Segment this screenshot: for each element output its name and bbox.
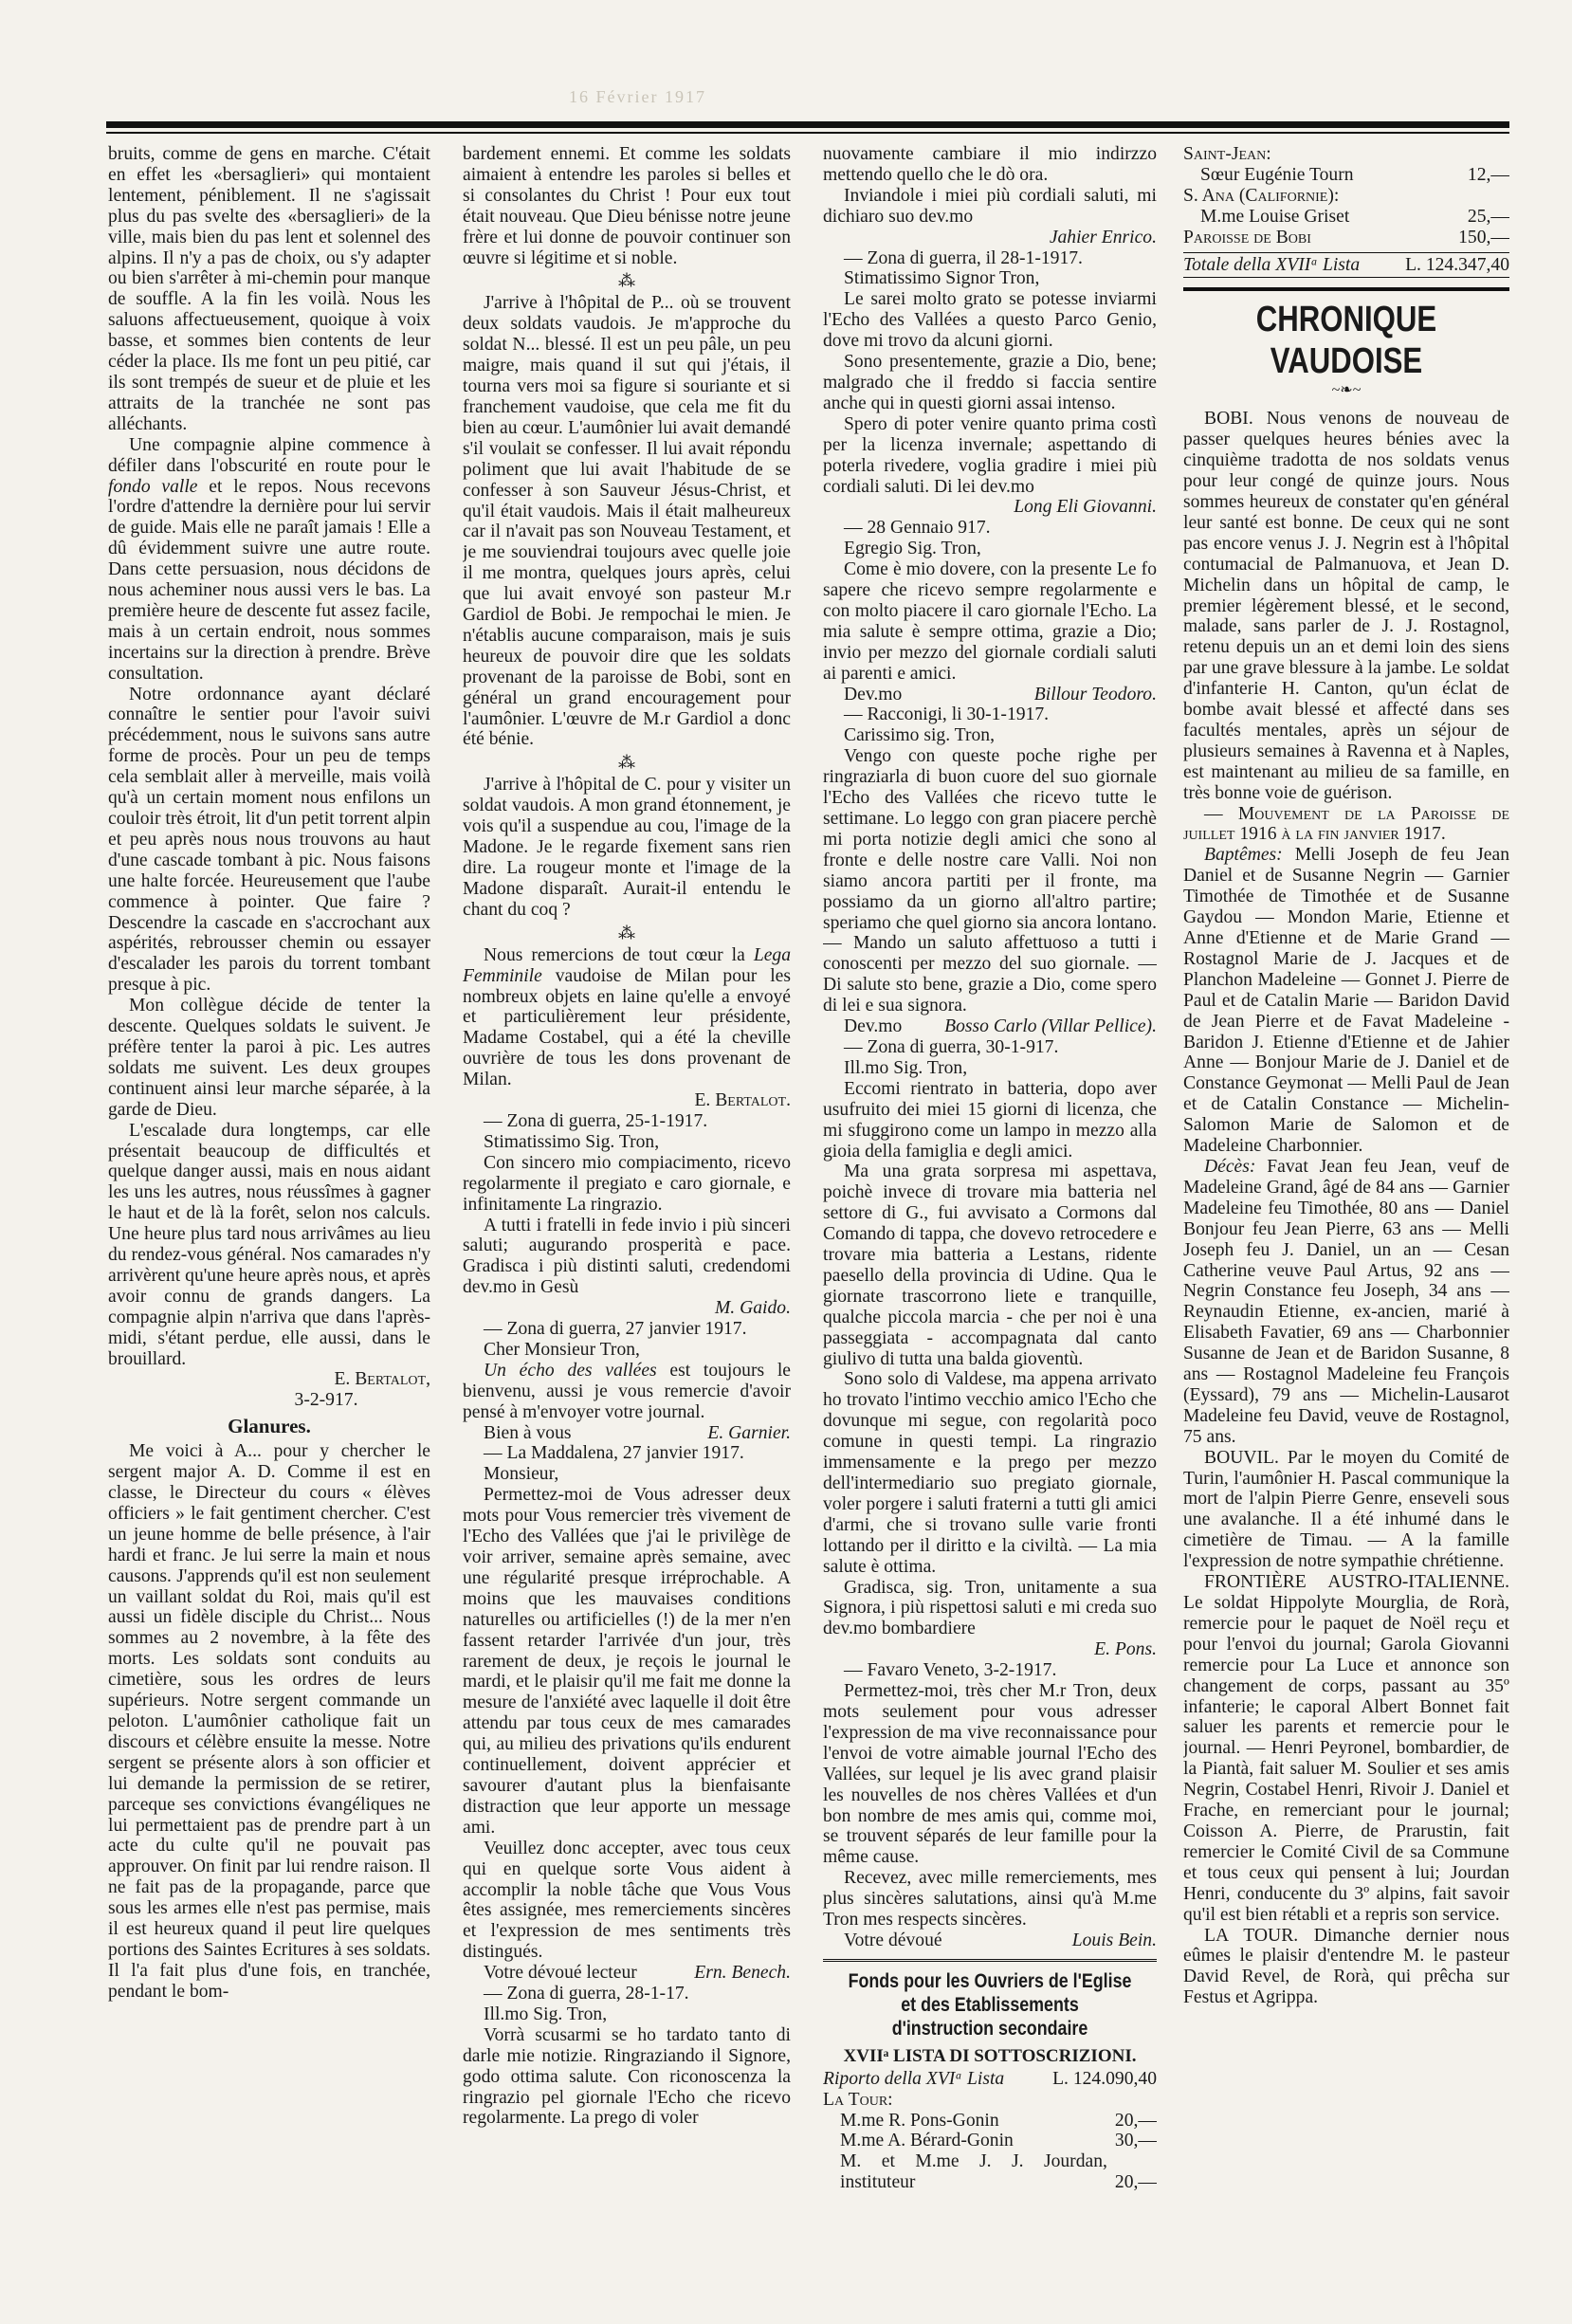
top-rule — [106, 121, 1509, 128]
text: et le repos. Nous recevons l'ordre d'attendre la dernière pour lui servir de guide. Mais elle ne paraît jamais ! Elle a dû évidemment suivre une autre route. Dans cette persuasion, nous décidons de nous acheminer nous aussi vers le bas. La première heure de descente fut assez facile, mais à un certain endroit, nous sommes incertains sur la direction à prendre. Brève consultation. — [108, 476, 430, 684]
fund-title-2: et des Etablissements d'instruction secondaire — [891, 1993, 1088, 2040]
letter-heading: — Zona di guerra, 28-1-17. — [484, 1984, 689, 2004]
salutation: Egregio Sig. Tron, — [844, 539, 981, 559]
chronicle-title: CHRONIQUE VAUDOISE — [1255, 300, 1437, 382]
paragraph: Gradisca, sig. Tron, unitamente a sua Signora, i più rispettosi saluti e mi creda suo dev.mo bombardiere — [823, 1577, 1157, 1639]
flourish-ornament: ~❧~ — [1331, 382, 1362, 399]
closing: Votre dévoué — [844, 1930, 942, 1950]
closing-line — [463, 1423, 791, 1444]
closing: Dev.mo — [844, 684, 903, 705]
fund-title: Fonds pour les Ouvriers de l'Eglise — [848, 1969, 1132, 1992]
closing: Votre dévoué lecteur — [484, 1963, 637, 1984]
salutation: Cher Monsieur Tron, — [484, 1339, 640, 1360]
place-label: S. Ana (Californie): — [1183, 185, 1340, 206]
donor-amount: 150,— — [1458, 227, 1509, 247]
salutation: Carissimo sig. Tron, — [844, 725, 995, 746]
paragraph: J'arrive à l'hôpital de C. pour y visiter un soldat vaudois. A mon grand étonnement, je vois qu'il a suspendue au cou, l'image de la Madone. Je le regarde fixement sans rien dire. La rougeur monte et l'image de la Madone disparaît. Aurait-il entendu le chant du coq ? — [463, 775, 791, 920]
signature: Bosso Carlo (Villar Pellice). — [944, 1016, 1157, 1037]
ledger-row — [1183, 207, 1509, 228]
paragraph: A tutti i fratelli in fede invio i più sinceri saluti; augurando prosperità e pace. Gradisca i più distinti saluti, credendomi dev.mo in Gesù — [463, 1215, 791, 1298]
column-3 — [823, 144, 1157, 2267]
donor-amount: 20,— — [1114, 2110, 1157, 2131]
paragraph: Eccomi rientrato in batteria, dopo aver usufruito dei miei 15 giorni di licenza, che mi sfuggirono come un lampo in mezzo alla gioia della famiglia e degli amici. — [823, 1078, 1157, 1162]
paragraph: Me voici à A... pour y chercher le sergent major A. D. Comme il est en classe, le Directeur du cours « élèves officiers » le fait gentiment chercher. C'est un jeune homme de belle présence, à l'air hardi et franc. Je lui serre la main et nous causons. J'apprends qu'il est non seulement un vaillant soldat du Roi, mais qu'il est aussi un fidèle disciple du Christ... Nous sommes au 2 novembre, à la fête des morts. Les soldats sont conduits au cimetière, sous les ordres de leurs supérieurs. Notre sergent commande un peloton. L'aumônier catholique fait un discours et célèbre ensuite la messe. Notre sergent se présente alors à son officier et lui demande la permission de se retirer, parceque ses convictions évangéliques ne lui permettaient pas de prendre part à un acte du culte qu'il ne pouvait pas approuver. On finit par lui rendre raison. Il ne fait pas de la propagande, parce que sous les armes elle n'est pas permise, mais il est heureux quand il peut lire quelques portions des Saintes Ecritures à ses soldats. Il l'a fait plus d'une fois, en tranchée, pendant le bom- — [108, 1441, 430, 2002]
paragraph: Notre ordonnance ayant déclaré connaître le sentier pour l'avoir suivi précédemment, nous le suivons sans autre forme de procès. Pour un peu de temps cela semblait aller à merveille, mais voilà qu'à un certain moment nous enfilons un couloir très étroit, lit d'un petit torrent alpin et peu après nous nous trouvons au haut d'une cascade tombant à pic. Nous faisons une halte forcée. Heureusement que l'aube commence à pointer. Que faire ? Descendre la cascade en s'accrochant aux aspérités, rebrousser chemin ou essayer d'escalader les parois du torrent tombant presque à pic. — [108, 684, 430, 996]
signature: E. Bertalot, — [334, 1369, 430, 1390]
ledger-row — [823, 2131, 1157, 2151]
report-label: Riporto della XVIᵃ Lista — [823, 2068, 1005, 2089]
letter-heading: — Zona di guerra, 30-1-917. — [844, 1036, 1059, 1057]
column-4 — [1183, 144, 1509, 2267]
paragraph: — Mouvement de la Paroisse de juillet 1916 à la fin janvier 1917. — [1183, 803, 1509, 845]
ledger-s-ana — [1183, 207, 1509, 228]
ledger-row — [823, 2151, 1157, 2193]
closing: Dev.mo — [844, 1016, 903, 1037]
paragraph — [463, 945, 791, 1090]
salutation: Stimatissimo Sig. Tron, — [484, 1131, 660, 1152]
letter-heading: — Zona di guerra, il 28-1-1917. — [844, 247, 1083, 268]
ledger-row — [1183, 165, 1509, 186]
donor-amount: 12,— — [1467, 164, 1509, 185]
letter-heading: — 28 Gennaio 917. — [844, 518, 991, 539]
fund-list-title: XVIIᵃ LISTA DI SOTTOSCRIZIONI. — [843, 2045, 1137, 2066]
date: 3-2-917. — [294, 1390, 358, 1411]
paragraph: Permettez-moi de Vous adresser deux mots pour Vous remercier très vivement de l'Echo des Vallées que j'ai le privilège de voir arriver, semaine après semaine, avec une régularité presque irréprochable. A moins que les mauvaises conditions naturelles ou artificielles (!) de la mer n'en fassent retarder l'arrivée d'un jour, très rarement de deux, je reçois le journal le mardi, et le plaisir qu'il me fait me donne la mesure de l'anxiété avec laquelle il doit être attendu par tous ceux de mes camarades qui, au milieu des privations qu'ils endurent continuellement, doivent apprécier et savourer d'autant plus la bienfaisante distraction que leur apporte un message ami. — [463, 1485, 791, 1838]
salutation: Ill.mo Sig. Tron, — [844, 1057, 968, 1078]
signature: Jahier Enrico. — [1049, 227, 1157, 247]
donor-amount: 20,— — [1114, 2172, 1157, 2193]
letter-heading: — Favaro Veneto, 3-2-1917. — [844, 1660, 1057, 1681]
text: Favat Jean feu Jean, veuf de Madeleine Grand, âgé de 84 ans — Garnier Madeleine feu Timothée, 80 ans — Daniel Bonjour feu Jean Pierre, 63 ans — Melli Joseph feu J. Daniel, un an — Cesan Catherine veuve Paul Artus, 92 ans — Negrin Constance feu Joseph, 34 ans — Reynaudin Etienne, ex-ancien, marié à Elisabeth Favatier, 69 ans — Charbonnier Susanne de Jean et de Baridon Susanne, 8 ans — Rostagnol Madeleine feu François (Eyssard), 79 ans — Michelin-Lausarot Madeleine feu David, veuve de Rostagnol, 75 ans. — [1183, 1156, 1509, 1447]
ledger-saint-jean — [1183, 165, 1509, 186]
paragraph: BOBI. Nous venons de nouveau de passer quelques heures bénies avec la cinquième tradotta de nos soldats venus pour leur congé de quinze jours. Nous sommes heureux de constater qu'en général leur santé est bonne. De ceux qui ne sont pas encore venus J. J. Negrin est à l'hôpital contumacial de Palmanuova, et Jean D. Michelin dans un hôpital de camp, le premier légèrement blessé, et le second, malade, sans parler de J. J. Rostagnol, retenu depuis un an et demi loin des siens par une grave blessure à la jambe. Le soldat d'infanterie H. Canton, qu'un éclat de bombe avait blessé et affecté dans ses facultés mentales, après un séjour de plusieurs semaines à Ravenna et à Naples, est maintenant au milieu de sa famille, en très bonne voie de guérison. — [1183, 409, 1509, 803]
paragraph: Ma una grata sorpresa mi aspettava, poichè invece di trovare mia batteria nel settore di G., fui avvisato a Cormons dal Comando di tappa, che dovevo retrocedere e trovare mia batteria a Lestans, ridente paesello della provincia di Udine. Qua le giornate trascorrono liete e tranquille, qualche piccola marcia - che per noi è una passeggiata - accompagnata dal canto giulivo di tutta una balda gioventù. — [823, 1162, 1157, 1369]
total-label: Totale della XVIIᵃ Lista — [1183, 254, 1361, 275]
text-italic: fondo valle — [108, 476, 198, 497]
column-2 — [463, 144, 791, 2267]
asterism: ⁂ — [618, 753, 635, 773]
signature: Louis Bein. — [1071, 1930, 1157, 1950]
closing-line — [823, 1016, 1157, 1037]
header-ghost: 16 Février 1917 — [569, 87, 706, 106]
signature: E. Bertalot. — [694, 1090, 791, 1111]
paragraph: Inviandole i miei più cordiali saluti, mi dichiaro suo dev.mo — [823, 185, 1157, 227]
label-italic: Baptêmes: — [1204, 845, 1283, 866]
letter-heading: — La Maddalena, 27 janvier 1917. — [484, 1443, 744, 1464]
paragraph: Vorrà scusarmi se ho tardato tanto di darle mie notizie. Ringraziando il Signore, godo ottima salute. Con riconoscenza la ringrazio pel giornale l'Echo che ricevo regolarmente. La prego di voler — [463, 2024, 791, 2129]
total-value: L. 124.347,40 — [1405, 254, 1509, 275]
paragraph: Come è mio dovere, con la presente Le fo sapere che ricevo sempre regolarmente e con molto piacere il caro giornale l'Echo. La mia salute è sempre ottima, grazie a Dio; invio per mezzo del giornale cordiali saluti ai parenti e amici. — [823, 559, 1157, 684]
text-italic: Un écho des vallées — [484, 1360, 657, 1381]
text-italic: Lega Femminile — [463, 944, 791, 986]
paragraph — [1183, 1157, 1509, 1448]
signature: Long Eli Giovanni. — [1014, 497, 1157, 518]
report-line — [823, 2069, 1157, 2090]
ledger-row — [1183, 228, 1509, 248]
ledger-bobi — [1183, 228, 1509, 248]
text: vaudoise de Milan pour les nombreux objets en laine qu'elle a envoyé et particulièrement leur présidente, Madame Costabel, qui a été la cheville ouvrière de tous les dons provenant de Milan. — [463, 965, 791, 1090]
donor-amount: 30,— — [1114, 2131, 1157, 2151]
place-label: La Tour: — [823, 2089, 893, 2110]
closing-line — [463, 1963, 791, 1984]
donor-name: M.me A. Bérard-Gonin — [840, 2131, 1014, 2151]
total-line — [1183, 252, 1509, 279]
paragraph: Spero di poter venire quanto prima costì per la licenza invernale; aspettando di poterla rivedere, voglia gradire i miei più cordiali saluti. Di lei dev.mo — [823, 413, 1157, 497]
text: Nous remercions de tout cœur la — [484, 944, 754, 965]
donor-name: Sœur Eugénie Tourn — [1200, 164, 1354, 185]
paragraph: J'arrive à l'hôpital de P... où se trouvent deux soldats vaudois. Je m'approche du soldat N... blessé. Il est un peu pâle, un peu maigre, mais quand il sut qui j'étais, il tourna vers moi sa figure si souriante et si franchement vaudoise, que cela me fit du bien au cœur. L'aumônier lui avait demandé s'il voulait se confesser. Il lui avait répondu poliment que lui avait l'habitude de se confesser à son Sauveur Jésus-Christ, et qu'il était vaudois. Mais il était malheureux car il n'avait pas son Nouveau Testament, et je me souviendrai toujours avec quelle joie il me montra, quelques jours après, celui que lui avait envoyé son pasteur M.r Gardiol de Bobi. Je rempochai le mien. Je n'établis aucune comparaison, mais je suis heureux de pouvoir dire que les soldats provenant de la paroisse de Bobi, sont en général un grand encouragement pour l'aumônier. L'œuvre de M.r Gardiol a donc été bénie. — [463, 293, 791, 750]
paragraph: bardement ennemi. Et comme les soldats aimaient à entendre les paroles si belles et si consolantes du Christ ! Pour eux tout était nouveau. Que Dieu bénisse notre jeune frère et lui donne de pouvoir continuer son œuvre si légitime et si noble. — [463, 144, 791, 268]
text: est toujours le bienvenu, aussi je vous remercie d'avoir pensé à m'envoyer votre journal. — [463, 1360, 791, 1422]
donor-amount: 25,— — [1467, 206, 1509, 227]
signature: M. Gaido. — [714, 1298, 791, 1319]
letter-heading: — Racconigi, li 30-1-1917. — [844, 705, 1050, 725]
salutation: Stimatissimo Signor Tron, — [844, 268, 1040, 289]
paragraph: BOUVIL. Par le moyen du Comité de Turin, l'aumônier H. Pascal communique la mort de l'alpin Pierre Genre, enseveli sous une avalanche. Il a été inhumé dans le cimetière de Timau. — A la famille l'expression de notre sympathie chrétienne. — [1183, 1447, 1509, 1572]
paragraph: bruits, comme de gens en marche. C'était en effet les «bersaglieri» qui montaient lentement, péniblement. Il ne s'agissait plus du pas svelte des «bersaglieri» de la ville, mais bien du pas lent et solennel des alpins. Il n'y a pas de choix, ou s'y adapter ou bien s'arrêter à mi-chemin pour manque de souffle. A la fin les voilà. Nous les saluons affectueusement, quoique à voix basse, et sommes bien contents de leur céder la place. Ils me font un peu pitié, car ils sont trempés de sueur et de pluie et les attraits de la tranchée ne sont pas alléchants. — [108, 144, 430, 434]
closing-line — [823, 685, 1157, 705]
paragraph: Sono presentemente, grazie a Dio, bene; malgrado che il freddo si faccia sentire anche qui in questi giorni assai intenso. — [823, 352, 1157, 413]
signature: Ern. Benech. — [694, 1963, 791, 1984]
paragraph: FRONTIÈRE AUSTRO-ITALIENNE. Le soldat Hippolyte Mourglia, de Rorà, remercie pour le paquet de Noël reçu et pour l'envoi du journal; Garola Giovanni remercie pour La Luce et annonce son changement de corps, passant au 35º infanterie; le caporal Albert Bonnet fait saluer les parents et remercie pour le journal. — Henri Peyronel, bombardier, de la Piantà, fait saluer M. Soulier et ses amis Negrin, Costabel Henri, Rivoir J. Daniel et Frache, en remerciant pour le journal; Coisson A. Pierre, de Prarustin, fait remercier le Comité Civil de sa Commune et tous ceux qui pensent à lui; Jourdan Henri, conducente du 3º alpins, fait savoir qu'il est bien rétabli et a repris son service. — [1183, 1572, 1509, 1925]
donor-name: M.me Louise Griset — [1200, 206, 1350, 227]
column-1 — [108, 144, 430, 2267]
donor-name: M. et M.me J. J. Jourdan, instituteur — [840, 2151, 1107, 2193]
paragraph: LA TOUR. Dimanche dernier nous eûmes le plaisir d'entendre M. le pasteur David Revel, de Rorà, qui prêcha sur Festus et Agrippa. — [1183, 1925, 1509, 2008]
asterism: ⁂ — [618, 271, 635, 291]
text: Une compagnie alpine commence à défiler dans l'obscurité en route pour le — [108, 434, 430, 476]
ledger-row — [823, 2111, 1157, 2132]
closing-line — [823, 1931, 1157, 1951]
closing: Bien à vous — [484, 1422, 572, 1443]
top-rule-thin — [106, 132, 1509, 134]
place-label: Paroisse de Bobi — [1183, 227, 1311, 247]
letter-heading: — Zona di guerra, 27 janvier 1917. — [484, 1319, 747, 1340]
paragraph: L'escalade dura longtemps, car elle présentait beaucoup de difficultés et quelque danger aussi, mais en nous aidant les uns les autres, nous réussîmes à gagner le haut et de là la forêt, selon nos calculs. Une heure plus tard nous arrivâmes au lieu du rendez-vous général. Nos camarades n'y arrivèrent qu'une heure après nous, et après avoir connu de grands dangers. La compagnie alpin n'arriva que dans l'après-midi, s'étant perdue, elle aussi, dans le brouillard. — [108, 1120, 430, 1369]
paragraph: Con sincero mio compiacimento, ricevo regolarmente il pregiato e caro giornale, e infinitamente La ringrazio. — [463, 1152, 791, 1215]
chronicle-rule — [1183, 287, 1509, 291]
paragraph: Le sarei molto grato se potesse inviarmi l'Echo des Vallées a questo Parco Genio, dove mi trovo da alcuni giorni. — [823, 289, 1157, 352]
text: Melli Joseph de feu Jean Daniel et de Susanne Negrin — Garnier Timothée de Timothée et de Susanne Gaydou — Mondon Marie, Etienne et Anne d'Etienne et de Marie Grand — Rostagnol Marie de J. Jacques et de Planchon Madeleine — Gonnet J. Pierre de Paul et de Catalin Marie — Baridon David de Jean Pierre et de Favat Madeleine - Baridon J. Etienne d'Etienne et de Jahier Anne — Bonjour Marie de J. Daniel et de Constance Geymonat — Melli Paul de Jean et de Catalin Constance — Michelin-Salomon Marie de Salomon et de Madeleine Charbonnier. — [1183, 845, 1509, 1157]
paragraph — [463, 1361, 791, 1423]
signature: Billour Teodoro. — [1033, 684, 1157, 705]
paragraph: Veuillez donc accepter, avec tous ceux qui en quelque sorte Vous aident à accomplir la noble tâche que Vous Vous êtes assignée, mes remerciements sincères et l'expression de mes sentiments très distingués. — [463, 1838, 791, 1963]
paragraph: Sono solo di Valdese, ma appena arrivato ho trovato l'intimo vecchio amico l'Echo che dovunque mi segue, con regolarità poco comune in questi tempi. La ringrazio immensamente e la prego per mezzo dell'intermediario suo pregiato giornale, voler porgere i saluti fraterni a tutti gli amici d'armi, che si trovano sulle varie fronti lottando per il diritto e la civiltà. — La mia salute è ottima. — [823, 1369, 1157, 1577]
paragraph — [1183, 845, 1509, 1157]
donor-name: M.me R. Pons-Gonin — [840, 2110, 999, 2131]
paragraph: Vengo con queste poche righe per ringraziarla di buon cuore del suo giornale l'Echo des Vallées che ricevo tutte le settimane. Lo leggo con gran piacere perchè mi porta notizie degli amici che sono al fronte e delle nostre care Valli. Noi non siamo ancora partiti per il fronte, ma possiamo da un giorno all'altro partire; speriamo che quel giorno sia ancora lontano. — Mando un saluto affettuoso a tutti i conoscenti per mezzo del suo giornale. — Di salute sto bene, grazie a Dio, come spero di lei e sua signora. — [823, 746, 1157, 1016]
paragraph: Permettez-moi, très cher M.r Tron, deux mots seulement pour vous adresser l'expression de ma vive reconnaissance pour l'envoi de votre aimable journal l'Echo des Vallées, sur lequel je lis avec grand plaisir les nouvelles de nos chères Vallées et d'un bon nombre de mes amis qui, comme moi, se trouvent séparés de leur famille pour la même cause. — [823, 1681, 1157, 1868]
place-label: Saint-Jean: — [1183, 144, 1271, 164]
fund-box — [823, 1959, 1157, 2193]
signature: E. Pons. — [1094, 1639, 1157, 1660]
paragraph: Recevez, avec mille remerciements, mes plus sincères salutations, ainsi qu'à M.me Tron mes respects sincères. — [823, 1868, 1157, 1931]
signature: E. Garnier. — [707, 1422, 791, 1443]
salutation: Monsieur, — [484, 1464, 559, 1485]
fund-ledger — [823, 2111, 1157, 2194]
paragraph: nuovamente cambiare il mio indirzzo mettendo quello che le dò ora. — [823, 144, 1157, 185]
paragraph — [108, 435, 430, 685]
letter-heading: — Zona di guerra, 25-1-1917. — [484, 1110, 708, 1131]
asterism: ⁂ — [618, 923, 635, 942]
label-italic: Décès: — [1204, 1156, 1256, 1177]
report-value: L. 124.090,40 — [1052, 2068, 1157, 2089]
paragraph: Mon collègue décide de tenter la descente. Quelques soldats le suivent. Je préfère tenter la paroi à pic. Les autres soldats me suivent. Les deux groupes continuent ainsi leur marche séparée, à la garde de Dieu. — [108, 996, 430, 1120]
salutation: Ill.mo Sig. Tron, — [484, 2004, 608, 2024]
section-title-glanures: Glanures. — [228, 1415, 311, 1438]
